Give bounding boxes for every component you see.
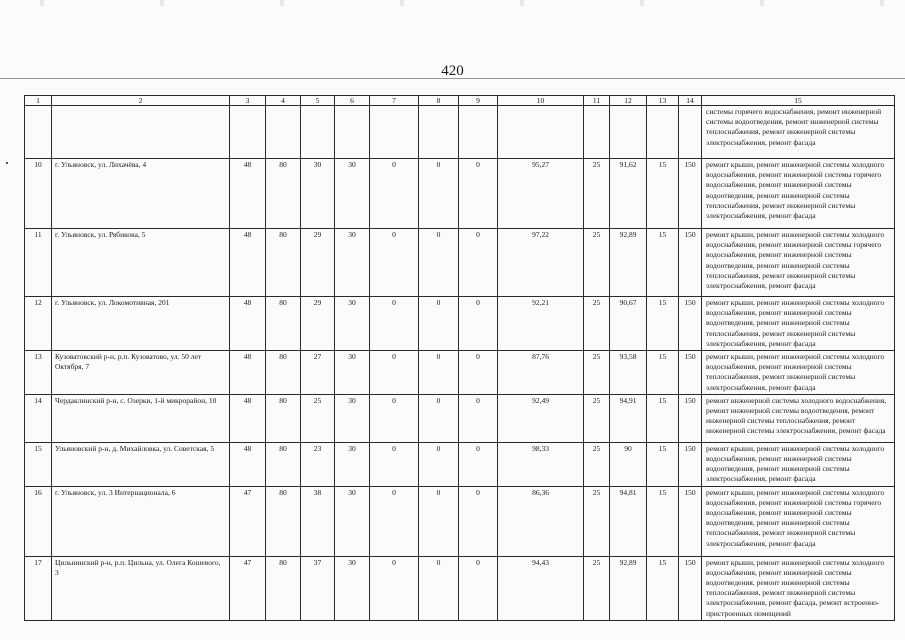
address-cell: г. Ульяновск, ул. Рябикова, 5 (52, 229, 230, 297)
value-cell (301, 106, 335, 159)
value-cell: 15 (647, 394, 679, 442)
value-cell: 91,62 (610, 159, 647, 229)
value-cell: 27 (301, 351, 335, 395)
repair-works-cell: ремонт крыши, ремонт инженерной системы холодного водоснабжения, ремонт инженерной системы водоотведения, ремонт инженерной системы электроснабжения, ремонт фасада (702, 442, 895, 486)
value-cell: 80 (266, 556, 301, 620)
address-cell: Цильнинский р-н, р.п. Цильна, ул. Олега Кошевого, 3 (52, 556, 230, 620)
value-cell: 93,58 (610, 351, 647, 395)
column-header: 12 (610, 96, 647, 106)
value-cell: 15 (647, 442, 679, 486)
value-cell: 23 (301, 442, 335, 486)
value-cell: 37 (301, 556, 335, 620)
column-header: 11 (584, 96, 610, 106)
value-cell: 150 (679, 442, 702, 486)
column-header: 7 (370, 96, 419, 106)
value-cell: 92,21 (498, 297, 584, 351)
value-cell: 48 (230, 394, 266, 442)
value-cell: 30 (335, 556, 370, 620)
repair-works-cell: ремонт крыши, ремонт инженерной системы холодного водоснабжения, ремонт инженерной системы водоотведения, ремонт инженерной системы теплоснабжения, ремонт инженерной системы электроснабжения, ремонт фасада, ремонт встроенно-пристроенных помещений (702, 556, 895, 620)
table-row (25, 297, 895, 351)
value-cell: 0 (419, 229, 459, 297)
value-cell: 98,33 (498, 442, 584, 486)
value-cell: 15 (647, 229, 679, 297)
value-cell: 0 (459, 297, 498, 351)
value-cell: 29 (301, 297, 335, 351)
value-cell: 48 (230, 229, 266, 297)
value-cell: 0 (419, 486, 459, 556)
address-cell (52, 106, 230, 159)
value-cell: 87,76 (498, 351, 584, 395)
value-cell: 150 (679, 486, 702, 556)
address-cell: Чердаклинский р-н, с. Озерки, 1-й микрорайон, 10 (52, 394, 230, 442)
column-header: 10 (498, 96, 584, 106)
value-cell: 25 (584, 351, 610, 395)
row-number-cell: 10 (25, 159, 52, 229)
value-cell: 0 (459, 229, 498, 297)
housing-repair-table (24, 95, 895, 621)
value-cell: 0 (419, 394, 459, 442)
table-row (25, 106, 895, 159)
value-cell: 15 (647, 159, 679, 229)
value-cell: 15 (647, 351, 679, 395)
row-number-cell: 12 (25, 297, 52, 351)
value-cell: 150 (679, 159, 702, 229)
scan-speck (6, 162, 8, 164)
address-cell: Ульяновский р-н, д. Михайловка, ул. Советская, 5 (52, 442, 230, 486)
value-cell: 30 (301, 159, 335, 229)
page-number: 420 (441, 63, 464, 79)
value-cell: 30 (335, 229, 370, 297)
repair-works-cell: ремонт крыши, ремонт инженерной системы холодного водоснабжения, ремонт инженерной системы горячего водоснабжения, ремонт инженерной системы водоотведения, ремонт инженерной системы теплоснабжения, ремонт инженерной системы электроснабжения, ремонт фасада (702, 486, 895, 556)
value-cell: 30 (335, 442, 370, 486)
table-row (25, 394, 895, 442)
value-cell: 0 (370, 229, 419, 297)
column-header: 8 (419, 96, 459, 106)
value-cell: 80 (266, 159, 301, 229)
value-cell: 150 (679, 297, 702, 351)
value-cell: 0 (459, 556, 498, 620)
value-cell: 94,91 (610, 394, 647, 442)
value-cell: 0 (419, 297, 459, 351)
value-cell: 47 (230, 486, 266, 556)
table-row (25, 159, 895, 229)
address-cell: Кузоватовский р-н, р.п. Кузоватово, ул. 50 лет Октября, 7 (52, 351, 230, 395)
value-cell: 150 (679, 556, 702, 620)
repair-works-cell: ремонт крыши, ремонт инженерной системы холодного водоснабжения, ремонт инженерной системы горячего водоснабжения, ремонт инженерной системы водоотведения, ремонт инженерной системы теплоснабжения, ремонт инженерной системы электроснабжения, ремонт фасада (702, 229, 895, 297)
value-cell: 0 (419, 556, 459, 620)
table-row (25, 442, 895, 486)
value-cell: 92,49 (498, 394, 584, 442)
value-cell (647, 106, 679, 159)
value-cell: 92,89 (610, 556, 647, 620)
address-cell: г. Ульяновск, ул. 3 Интернационала, 6 (52, 486, 230, 556)
value-cell: 80 (266, 442, 301, 486)
value-cell: 30 (335, 351, 370, 395)
column-header: 6 (335, 96, 370, 106)
value-cell: 95,27 (498, 159, 584, 229)
value-cell: 30 (335, 297, 370, 351)
value-cell (230, 106, 266, 159)
column-header: 15 (702, 96, 895, 106)
value-cell: 0 (459, 394, 498, 442)
repair-works-cell: ремонт инженерной системы холодного водоснабжения, ремонт инженерной системы водоотведения, ремонт инженерной системы теплоснабжения, ремонт инженерной системы электроснабжения, ремонт фасада (702, 394, 895, 442)
value-cell: 97,22 (498, 229, 584, 297)
row-number-cell: 17 (25, 556, 52, 620)
value-cell: 0 (419, 351, 459, 395)
value-cell: 30 (335, 486, 370, 556)
row-number-cell: 14 (25, 394, 52, 442)
value-cell: 47 (230, 556, 266, 620)
column-header: 9 (459, 96, 498, 106)
value-cell (584, 106, 610, 159)
address-cell: г. Ульяновск, ул. Локомотивная, 201 (52, 297, 230, 351)
value-cell: 0 (419, 159, 459, 229)
value-cell: 94,43 (498, 556, 584, 620)
column-header: 13 (647, 96, 679, 106)
value-cell: 25 (584, 486, 610, 556)
column-header: 4 (266, 96, 301, 106)
value-cell (679, 106, 702, 159)
row-number-cell: 16 (25, 486, 52, 556)
value-cell: 0 (370, 297, 419, 351)
value-cell: 15 (647, 556, 679, 620)
scan-edge (0, 0, 905, 6)
value-cell (335, 106, 370, 159)
repair-works-cell: ремонт крыши, ремонт инженерной системы холодного водоснабжения, ремонт инженерной системы горячего водоснабжения, ремонт инженерной системы водоотведения, ремонт инженерной системы теплоснабжения, ремонт инженерной системы электроснабжения, ремонт фасада (702, 159, 895, 229)
value-cell: 0 (370, 442, 419, 486)
repair-works-cell: системы горячего водоснабжения, ремонт инженерной системы водоотведения, ремонт инженерной системы теплоснабжения, ремонт инженерной системы электроснабжения, ремонт фасада (702, 106, 895, 159)
table-row (25, 229, 895, 297)
repair-works-cell: ремонт крыши, ремонт инженерной системы холодного водоснабжения, ремонт инженерной системы водоотведения, ремонт инженерной системы теплоснабжения, ремонт инженерной системы электроснабжения, ремонт фасада (702, 297, 895, 351)
value-cell: 94,81 (610, 486, 647, 556)
value-cell: 30 (335, 394, 370, 442)
value-cell: 150 (679, 351, 702, 395)
value-cell: 25 (584, 442, 610, 486)
row-number-cell (25, 106, 52, 159)
value-cell (459, 106, 498, 159)
value-cell: 48 (230, 351, 266, 395)
value-cell (610, 106, 647, 159)
repair-works-cell: ремонт крыши, ремонт инженерной системы холодного водоснабжения, ремонт инженерной системы теплоснабжения, ремонт инженерной системы электроснабжения, ремонт фасада (702, 351, 895, 395)
value-cell: 80 (266, 351, 301, 395)
address-cell: г. Ульяновск, ул. Лихачёва, 4 (52, 159, 230, 229)
value-cell: 25 (584, 394, 610, 442)
value-cell: 80 (266, 486, 301, 556)
value-cell (419, 106, 459, 159)
value-cell: 30 (335, 159, 370, 229)
value-cell (498, 106, 584, 159)
value-cell: 80 (266, 297, 301, 351)
value-cell: 25 (584, 229, 610, 297)
value-cell: 25 (584, 297, 610, 351)
value-cell: 150 (679, 229, 702, 297)
value-cell: 48 (230, 297, 266, 351)
value-cell: 25 (584, 159, 610, 229)
column-header: 2 (52, 96, 230, 106)
table-row (25, 351, 895, 395)
value-cell (266, 106, 301, 159)
value-cell: 48 (230, 159, 266, 229)
value-cell: 0 (370, 351, 419, 395)
table-row (25, 486, 895, 556)
value-cell: 0 (370, 159, 419, 229)
value-cell: 90 (610, 442, 647, 486)
value-cell (370, 106, 419, 159)
value-cell: 0 (459, 486, 498, 556)
column-header: 5 (301, 96, 335, 106)
value-cell: 92,89 (610, 229, 647, 297)
value-cell: 0 (459, 351, 498, 395)
column-header: 3 (230, 96, 266, 106)
value-cell: 15 (647, 486, 679, 556)
value-cell: 29 (301, 229, 335, 297)
value-cell: 80 (266, 229, 301, 297)
value-cell: 86,36 (498, 486, 584, 556)
table-row (25, 556, 895, 620)
row-number-cell: 11 (25, 229, 52, 297)
value-cell: 38 (301, 486, 335, 556)
column-number-row (25, 96, 895, 106)
row-number-cell: 15 (25, 442, 52, 486)
column-header: 1 (25, 96, 52, 106)
value-cell: 0 (370, 556, 419, 620)
value-cell: 0 (459, 159, 498, 229)
value-cell: 0 (419, 442, 459, 486)
value-cell: 25 (584, 556, 610, 620)
value-cell: 0 (459, 442, 498, 486)
table-body (25, 106, 895, 621)
row-number-cell: 13 (25, 351, 52, 395)
value-cell: 80 (266, 394, 301, 442)
column-header: 14 (679, 96, 702, 106)
value-cell: 0 (370, 486, 419, 556)
value-cell: 90,67 (610, 297, 647, 351)
value-cell: 150 (679, 394, 702, 442)
value-cell: 15 (647, 297, 679, 351)
value-cell: 25 (301, 394, 335, 442)
value-cell: 48 (230, 442, 266, 486)
value-cell: 0 (370, 394, 419, 442)
